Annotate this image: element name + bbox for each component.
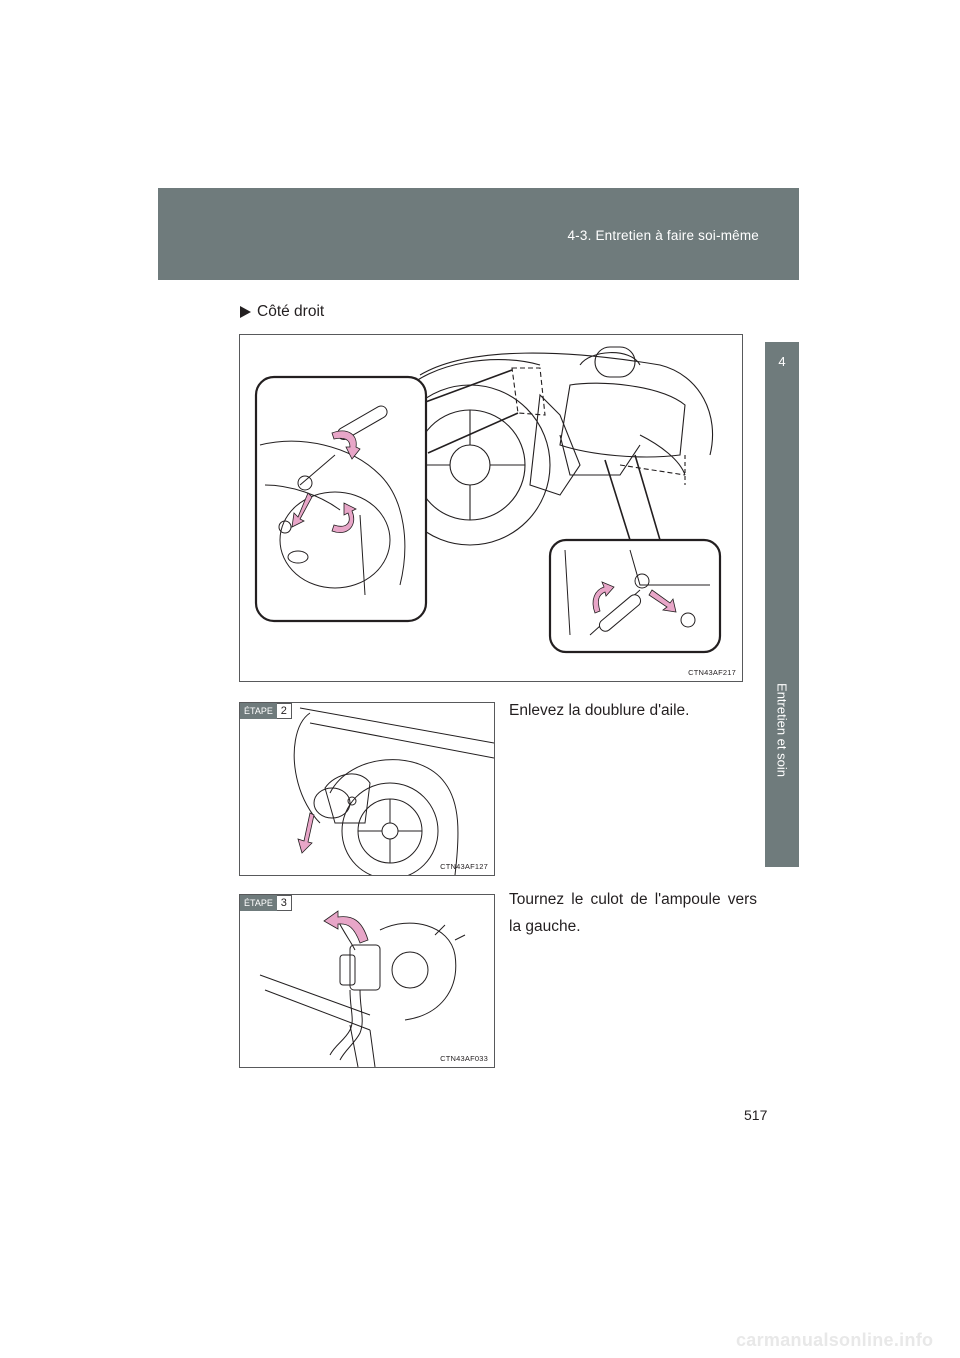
step-tag [240,895,292,911]
chapter-side-tab [765,342,799,867]
fender-liner-diagram [240,335,742,681]
step-tag [240,703,292,719]
watermark: carmanualsonline.info [736,1330,934,1350]
figure-code: CTN43AF127 [440,862,488,871]
step-2-instruction: Enlevez la doublure d'aile. [509,702,690,719]
section-heading [240,303,324,321]
figure-code: CTN43AF217 [688,668,736,677]
step-number: 3 [277,895,292,911]
section-heading-text: Côté droit [257,303,325,320]
step-label: ÉTAPE [240,895,277,911]
step-number: 2 [277,703,292,719]
step-3-instruction: Tournez le culot de l'ampoule vers la gauche. [509,891,757,935]
chapter-number: 4 [778,354,786,369]
page-number: 517 [744,1107,768,1123]
step-label: ÉTAPE [240,703,277,719]
illustration-step-2 [239,702,495,876]
triangle-bullet-icon [240,306,251,318]
chapter-label: Entretien et soin [774,683,790,777]
figure-code: CTN43AF033 [440,1054,488,1063]
turn-bulb-base-diagram [240,895,494,1067]
section-title: 4-3. Entretien à faire soi-même [567,228,759,243]
header-band [158,188,799,280]
illustration-right-side [239,334,743,682]
remove-fender-liner-diagram [240,703,494,875]
illustration-step-3 [239,894,495,1068]
